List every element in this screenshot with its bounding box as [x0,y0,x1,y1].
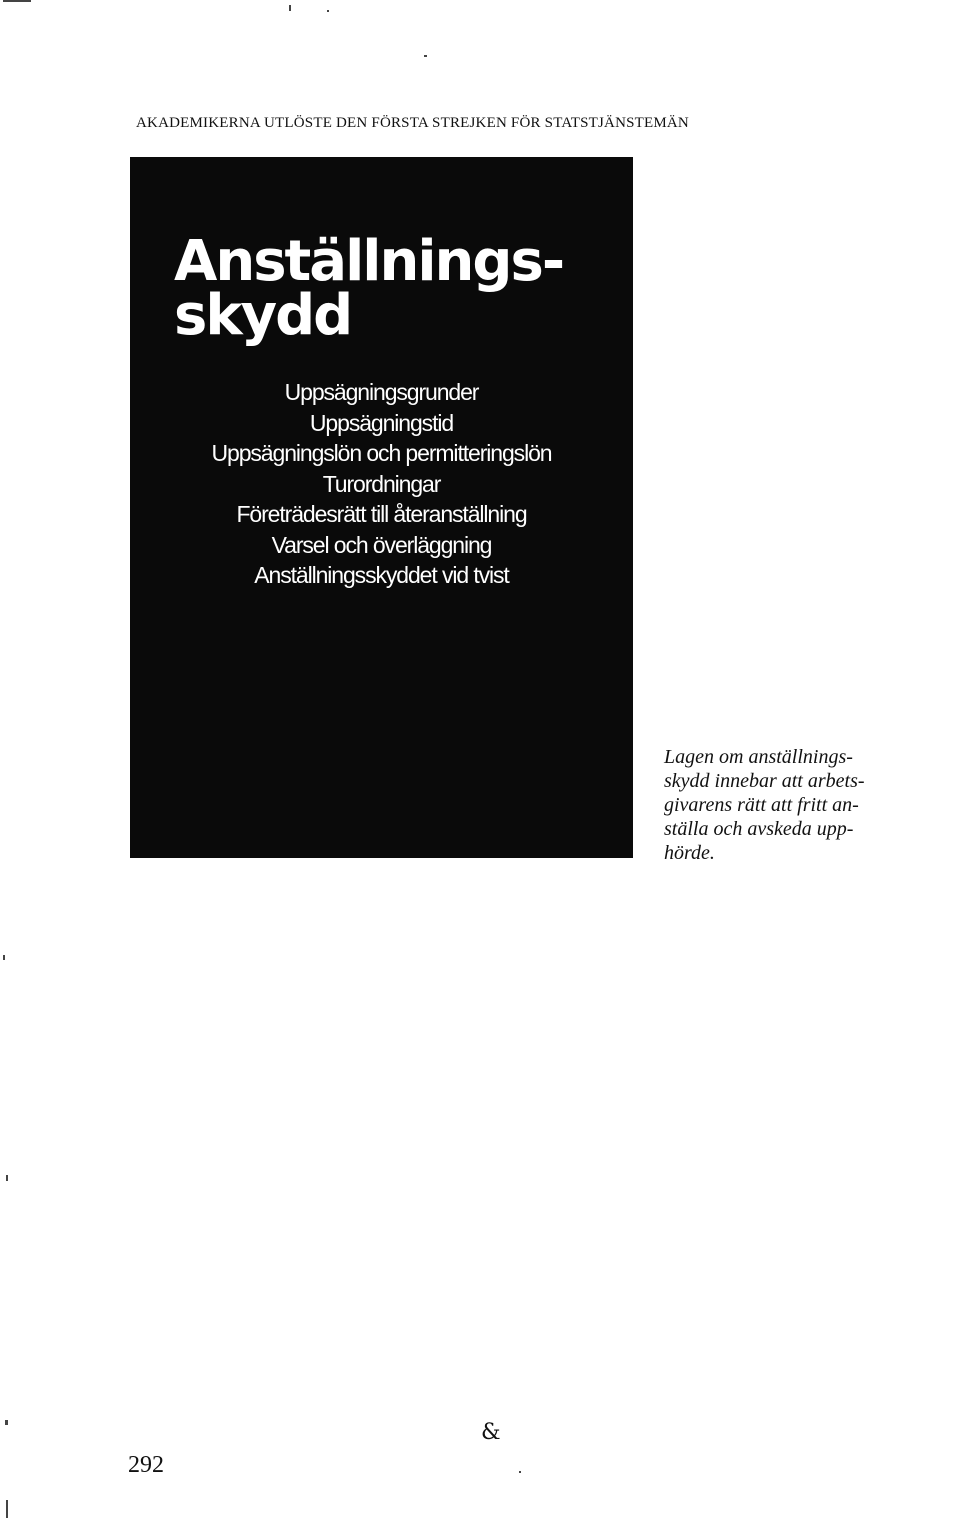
scan-mark: & [481,1420,501,1445]
caption-line: ställa och avskeda upp- [664,818,854,840]
scan-speck [327,10,329,12]
page-number: 292 [128,1452,164,1478]
caption-line: Lagen om anställnings- [664,746,853,768]
caption-line: hörde. [664,842,715,864]
poster-topic: Turordningar [322,470,441,497]
scan-speck [289,5,291,11]
poster-topic: Uppsägningstid [309,409,454,436]
scan-speck [6,1175,8,1181]
poster-topic: Varsel och överläggning [271,531,492,558]
poster-topic: Företrädesrätt till återanställning [236,501,527,527]
scan-speck [3,0,31,2]
poster-image [130,157,633,858]
poster-topic: Anställningsskyddet vid tvist [254,562,509,588]
poster-topic: Uppsägningslön och permitteringslön [211,440,552,466]
caption-line: skydd innebar att arbets- [664,770,865,792]
scan-speck [424,55,427,57]
figure-caption [664,745,924,865]
running-head: AKADEMIKERNA UTLÖSTE DEN FÖRSTA STREJKEN FÖR STATSTJÄNSTEMÄN [136,115,689,131]
poster-title [174,229,564,348]
scan-speck [5,1420,8,1425]
scan-speck [3,955,5,960]
scan-speck [6,1500,8,1518]
poster-title-line-2: skydd [174,283,352,348]
poster-title-line-1: Anställnings- [174,229,564,294]
scan-speck [519,1471,521,1473]
poster-topic-list [130,377,633,591]
caption-line: givarens rätt att fritt an- [664,794,859,816]
poster-topic: Uppsägningsgrunder [284,379,479,405]
